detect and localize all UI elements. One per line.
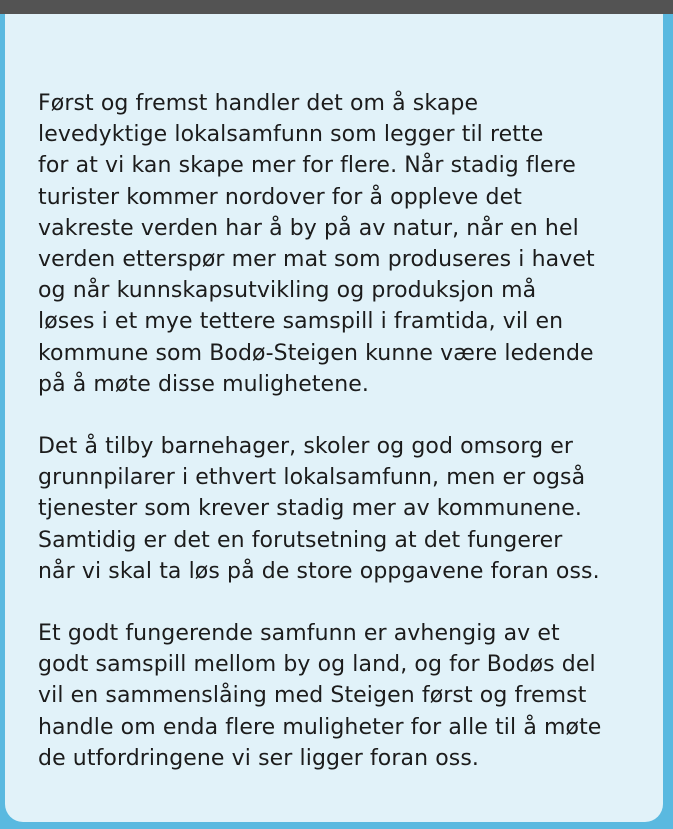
text-line: godt samspill mellom by og land, og for Bodøs del [38,652,596,678]
text-line: når vi skal ta løs på de store oppgavene foran oss. [38,558,600,584]
paragraph-1 [38,88,643,400]
text-line: kommune som Bodø-Steigen kunne være ledende [38,340,594,366]
text-line: på å møte disse mulighetene. [38,371,369,397]
text-line: handle om enda flere muligheter for alle til å møte [38,714,602,740]
text-line: for at vi kan skape mer for flere. Når stadig flere [38,153,576,179]
paragraph-3 [38,618,643,774]
text-line: Først og fremst handler det om å skape [38,91,479,116]
text-line: Et godt fungerende samfunn er avhengig av et [38,621,560,647]
text-line: levedyktige lokalsamfunn som legger til rette [38,122,544,148]
panel-top-strip [5,0,663,14]
text-line: Samtidig er det en forutsetning at det fungerer [38,527,563,553]
text-line: vakreste verden har å by på av natur, når en hel [38,215,579,241]
text-line: og når kunnskapsutvikling og produksjon må [38,278,537,304]
text-line: grunnpilarer i ethvert lokalsamfunn, men er også [38,465,586,491]
text-line: vil en sammenslåing med Steigen først og fremst [38,683,587,709]
text-line: turister kommer nordover for å oppleve det [38,184,522,210]
text-line: løses i et mye tettere samspill i framtida, vil en [38,309,564,335]
text-line: tjenester som krever stadig mer av kommunene. [38,496,582,522]
paragraph-2 [38,431,643,587]
text-panel [5,0,663,822]
text-line: verden etterspør mer mat som produseres i havet [38,247,595,273]
text-line: de utfordringene vi ser ligger foran oss. [38,745,479,771]
text-line: Det å tilby barnehager, skoler og god omsorg er [38,434,574,460]
